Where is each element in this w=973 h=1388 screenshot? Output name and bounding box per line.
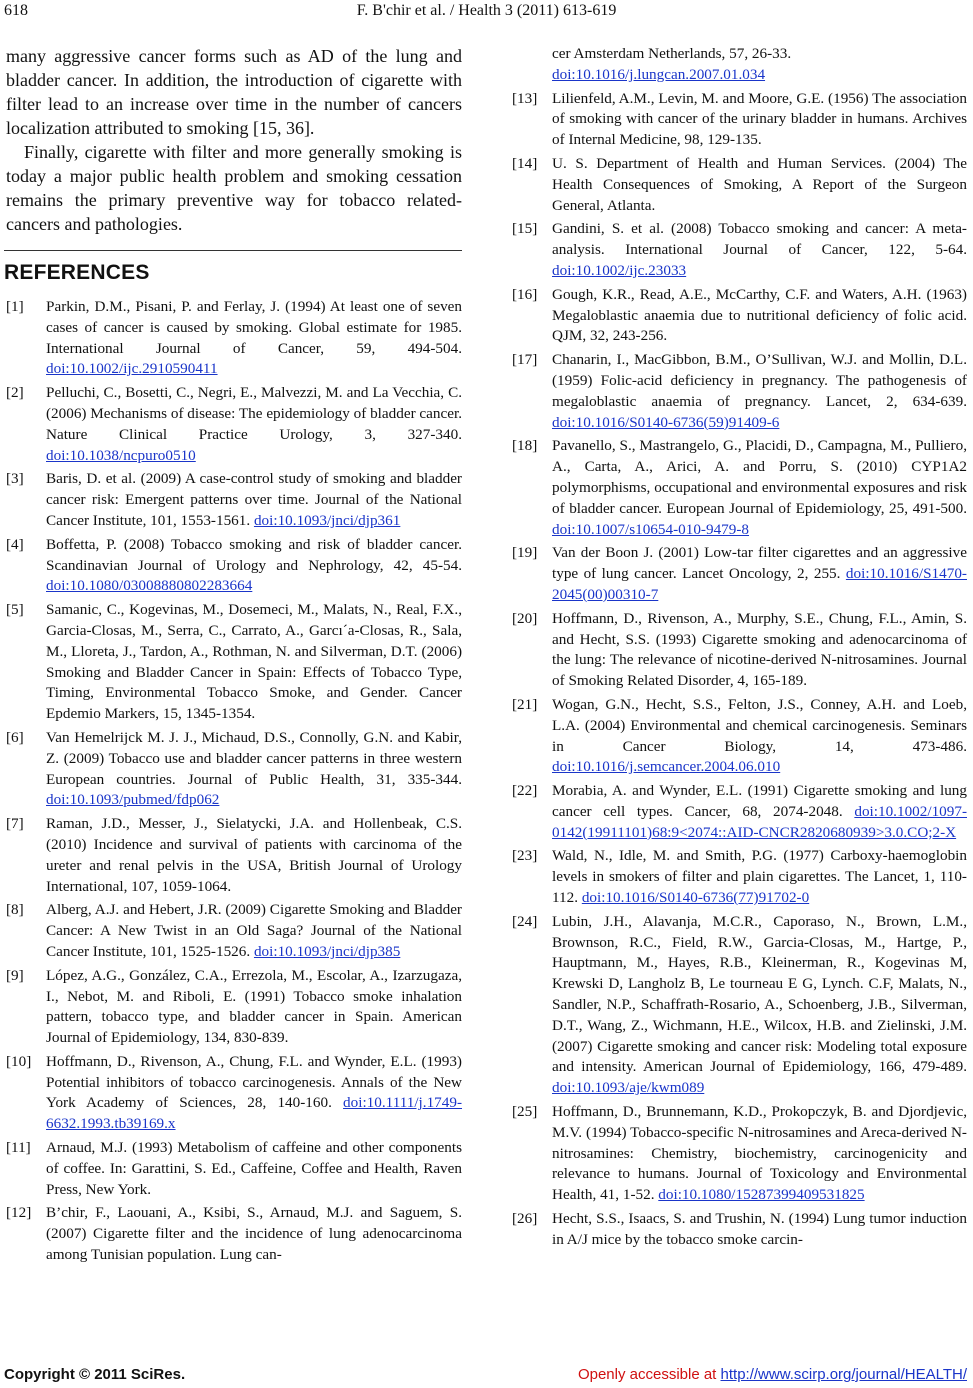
open-access-label: Openly accessible at — [577, 1366, 717, 1383]
reference-number: [19] — [512, 544, 538, 562]
reference-text — [552, 285, 967, 347]
reference-citation: Lubin, J.H., Alavanja, M.C.R., Caporaso, N., Brown, L.M., Brownson, R.C., Field, R.W., Garcia-Closas, M., Hartge, P., Hauptmann, M., Hayes, R.B., Kleinerman, R., Kogevinas M, Krewski D, Langholz B, Le tourneau E G, Lynch. C.F, Malats, N., Sandler, N.P., Schaffrath-Rosario, A., Schoenberg, J.B., Silverman, D.T., Wang, Z., Wichmann, H.E., Wilcox, H.B. and Zielinski, J.M. (2007) Cigarette smoking and cancer risk: Modeling total exposure and intensity. American Journal of Epidemiology, 166, 479-489. — [552, 912, 967, 1076]
reference-number: [4] — [6, 535, 24, 553]
reference-item — [512, 154, 967, 216]
reference-text — [552, 89, 967, 151]
reference-number: [24] — [512, 912, 538, 930]
reference-number: [14] — [512, 154, 538, 172]
reference-item — [512, 350, 967, 433]
reference-text — [552, 912, 967, 1099]
reference-number: [1] — [6, 298, 24, 315]
reference-item — [512, 912, 967, 1099]
reference-item — [6, 600, 462, 725]
reference-number: [15] — [512, 220, 538, 238]
reference-number: [9] — [6, 966, 24, 984]
reference-number: [10] — [6, 1052, 32, 1070]
reference-item — [512, 1209, 967, 1251]
reference-citation: López, A.G., González, C.A., Errezola, M., Escolar, A., Izarzugaza, I., Nebot, M. and Riboli, E. (1991) Tobacco smoke inhalation pattern, tobacco type, and bladder cancer in Spain. American Journal of Epidemiology, 134, 830-839. — [46, 966, 462, 1047]
section-divider — [4, 250, 462, 251]
reference-citation: Baris, D. et al. (2009) A case-control study of smoking and bladder cancer risk: Emergent patterns over time. Journal of the National Cancer Institute, 101, 1553-1561. — [46, 470, 462, 529]
reference-text — [46, 535, 462, 597]
reference-number: [17] — [512, 351, 538, 369]
reference-citation: Gough, K.R., Read, A.E., McCarthy, C.F. and Waters, A.H. (1963) Megaloblastic anaemia due to nutritional deficiency of folic acid. QJM, 32, 243-256. — [552, 285, 967, 345]
reference-doi-link[interactable]: doi:10.1093/pubmed/fdp062 — [46, 791, 220, 809]
reference-doi-link[interactable]: doi:10.1016/j.semcancer.2004.06.010 — [552, 758, 781, 776]
reference-item — [512, 695, 967, 778]
reference-text — [552, 543, 967, 605]
reference-list-left — [6, 297, 462, 1266]
reference-list-right — [512, 89, 967, 1251]
reference-number: [21] — [512, 695, 538, 713]
reference-citation: Wald, N., Idle, M. and Smith, P.G. (1977) Carboxy-haemoglobin levels in smokers of filter and plain cigarettes. The Lancet, 1, 110-112. — [552, 847, 967, 907]
reference-number: [26] — [512, 1210, 538, 1228]
reference-text — [46, 1203, 462, 1265]
reference-number: [8] — [6, 901, 24, 919]
reference-number: [5] — [6, 601, 24, 619]
reference-citation: Hoffmann, D., Rivenson, A., Murphy, S.E., Chung, F.L., Amin, S. and Hecht, S.S. (1993) Cigarette smoking and adenocarcinoma of the lung: The relevance of nicotine-derived N-nitrosamines. Journal of Smoking Related Disorder, 4, 165-189. — [552, 609, 967, 690]
reference-item — [6, 900, 462, 962]
reference-citation: Van der Boon J. (2001) Low-tar filter cigarettes and an aggressive type of lung cancer. Lancet Oncology, 2, 255. — [552, 544, 967, 583]
reference-item — [6, 383, 462, 466]
reference-doi-link[interactable]: doi:10.1016/S0140-6736(77)91702-0 — [581, 889, 810, 907]
reference-doi-link[interactable]: doi:10.1002/ijc.23033 — [552, 261, 687, 279]
reference-text — [46, 728, 462, 811]
reference-text — [552, 1102, 967, 1206]
reference-doi-link[interactable]: doi:10.1002/ijc.2910590411 — [46, 360, 218, 378]
reference-text — [552, 695, 967, 778]
reference-text — [46, 966, 462, 1049]
reference-number: [16] — [512, 285, 538, 303]
reference-citation: Raman, J.D., Messer, J., Sielatycki, J.A. and Hollenbeak, C.S. (2010) Incidence and survival of patients with carcinoma of the ureter and renal pelvis in the USA, British Journal of Urology International, 107, 1059-1064. — [46, 815, 462, 895]
reference-text — [46, 469, 462, 531]
reference-item — [6, 535, 462, 597]
reference-item — [6, 966, 462, 1049]
reference-number: [7] — [6, 815, 24, 833]
reference-number: [18] — [512, 437, 538, 455]
reference-doi-link[interactable]: doi:10.1038/ncpuro0510 — [46, 446, 196, 464]
reference-doi-link[interactable]: doi:10.1093/jnci/djp361 — [253, 511, 401, 529]
page-footer — [0, 1366, 973, 1386]
reference-item — [6, 1052, 462, 1135]
reference-doi-link[interactable]: doi:10.1002/1097-0142(19911101)68:9<2074::AID-CNCR2820680939>3.0.CO;2-X — [552, 802, 967, 841]
reference-number: [3] — [6, 470, 24, 488]
reference-doi-link[interactable]: doi:10.1093/jnci/djp385 — [253, 942, 401, 960]
running-head: F. B'chir et al. / Health 3 (2011) 613-619 — [356, 2, 617, 19]
reference-item — [512, 781, 967, 843]
reference-number: [22] — [512, 782, 538, 800]
reference-text — [46, 383, 462, 466]
reference-item — [512, 609, 967, 692]
reference-citation: Van Hemelrijck M. J. J., Michaud, D.S., Connolly, G.N. and Kabir, Z. (2009) Tobacco use and bladder cancer patterns in three western European countries. Journal of Public Health, 31, 335-344. — [46, 728, 462, 788]
reference-number: [25] — [512, 1103, 538, 1121]
reference-citation: Wogan, G.N., Hecht, S.S., Felton, J.S., Conney, A.H. and Loeb, L.A. (2004) Environmental and chemical carcinogenesis. Seminars in Cancer Biology, 14, 473-486. — [552, 695, 967, 755]
reference-number: [12] — [6, 1204, 32, 1222]
left-column — [6, 44, 462, 1269]
reference-text — [552, 436, 967, 540]
reference-doi-link[interactable]: doi:10.1016/S1470-2045(00)00310-7 — [552, 565, 967, 603]
reference-text — [552, 781, 967, 843]
reference-doi-link[interactable]: doi:10.1016/S0140-6736(59)91409-6 — [552, 413, 780, 431]
reference-text — [552, 609, 967, 692]
reference-citation: Gandini, S. et al. (2008) Tobacco smoking and cancer: A meta-analysis. International Journal of Cancer, 122, 5-64. — [552, 220, 967, 259]
reference-citation: Pavanello, S., Mastrangelo, G., Placidi, D., Campagna, M., Pulliero, A., Carta, A., Arici, A. and Porru, S. (2010) CYP1A2 polymorphisms, occupational and environmental exposures and risk of bladder cancer. European Journal of Epidemiology, 25, 491-500. — [552, 437, 967, 517]
reference-text — [46, 600, 462, 725]
page-header — [0, 0, 973, 24]
reference-number: [11] — [6, 1139, 31, 1157]
references-heading: REFERENCES — [4, 261, 150, 284]
reference-item — [6, 297, 462, 380]
reference-citation: Hoffmann, D., Brunnemann, K.D., Prokopczyk, B. and Djordjevic, M.V. (1994) Tobacco-specific N-nitrosamines and Areca-derived N-nitrosamines: Chemistry, biochemistry, carcinogenicity and relevance to humans. Journal of Toxicology and Environmental Health, 41, 1-52. — [552, 1103, 967, 1204]
reference-text — [46, 900, 462, 962]
reference-doi-link[interactable]: doi:10.1080/15287399409531825 — [658, 1186, 865, 1204]
reference-item — [512, 219, 967, 281]
reference-citation: Alberg, A.J. and Hebert, J.R. (2009) Cigarette Smoking and Bladder Cancer: A New Twist in an Old Saga? Journal of the National Cancer Institute, 101, 1525-1526. — [46, 901, 462, 960]
reference-doi-link[interactable]: doi:10.1093/aje/kwm089 — [552, 1079, 705, 1097]
reference-citation: U. S. Department of Health and Human Services. (2004) The Health Consequences of Smoking, A Report of the Surgeon General, Atlanta. — [552, 154, 967, 214]
reference-number: [20] — [512, 609, 538, 627]
body-paragraph-2: Finally, cigarette with filter and more generally smoking is today a major public health problem and smoking cessation remains the primary preventive way for tobacco related-cancers and pathologies. — [6, 142, 462, 234]
reference-citation: Morabia, A. and Wynder, E.L. (1991) Cigarette smoking and lung cancer cell types. Cancer, 68, 2074-2048. — [552, 782, 967, 820]
reference-text — [46, 1052, 462, 1135]
reference-text — [46, 814, 462, 897]
reference-text — [552, 154, 967, 216]
reference-item — [512, 436, 967, 540]
reference-item — [512, 543, 967, 605]
reference-citation: Samanic, C., Kogevinas, M., Dosemeci, M., Malats, N., Real, F.X., Garcia-Closas, M., Serra, C., Carrato, A., Garcı´a-Closas, R., Sala, M., Lloreta, J., Tardon, A., Rothman, N. and Silverman, D.T. (2006) Smoking and Bladder Cancer in Spain: Effects of Tobacco Type, Timing, Environmental Tobacco Smoke, and Gender. Cancer Epdemio Markers, 15, 1345-1354. — [46, 601, 462, 723]
reference-text — [552, 219, 967, 281]
reference-number: [2] — [6, 384, 24, 402]
body-paragraph-1: many aggressive cancer forms such as AD of the lung and bladder cancer. In addition, the introduction of cigarette with filter lead to an increase over time in the number of cancers localization attributed to smoking [15, 36]. — [6, 46, 462, 138]
reference-continuation — [552, 44, 967, 86]
reference-citation: Chanarin, I., MacGibbon, B.M., O’Sullivan, W.J. and Mollin, D.L. (1959) Folic-acid deficiency in pregnancy. The pathogenesis of megaloblastic anaemia of pregnancy. Lancet, 2, 634-639. — [552, 351, 967, 410]
reference-text — [552, 1209, 967, 1251]
page-number: 618 — [4, 2, 28, 19]
reference-item — [6, 814, 462, 897]
reference-text — [552, 350, 967, 433]
reference-doi-link[interactable]: doi:10.1016/j.lungcan.2007.01.034 — [552, 65, 766, 83]
reference-item — [512, 285, 967, 347]
reference-item — [512, 1102, 967, 1206]
reference-item — [512, 89, 967, 151]
reference-item — [6, 728, 462, 811]
reference-item — [6, 1203, 462, 1265]
reference-citation: Parkin, D.M., Pisani, P. and Ferlay, J. (1994) At least one of seven cases of cancer is caused by smoking. Global estimate for 1985. International Journal of Cancer, 59, 494-504. — [46, 298, 462, 357]
reference-doi-link[interactable]: doi:10.1007/s10654-010-9479-8 — [552, 520, 750, 538]
journal-url-link[interactable]: http://www.scirp.org/journal/HEALTH/ — [720, 1366, 967, 1383]
open-access-notice — [578, 1366, 967, 1383]
reference-citation: Pelluchi, C., Bosetti, C., Negri, E., Malvezzi, M. and La Vecchia, C. (2006) Mechanisms of disease: The epidemiology of bladder cancer. Nature Clinical Practice Urology, 3, 327-340. — [46, 384, 462, 443]
reference-text — [46, 297, 462, 380]
reference-citation: Lilienfeld, A.M., Levin, M. and Moore, G.E. (1956) The association of smoking with cancer of the urinary bladder in humans. Archives of Internal Medicine, 98, 129-135. — [552, 89, 967, 149]
reference-doi-link[interactable]: doi:10.1080/03008880802283664 — [46, 577, 253, 595]
reference-item — [6, 469, 462, 531]
reference-citation: Boffetta, P. (2008) Tobacco smoking and risk of bladder cancer. Scandinavian Journal of Urology and Nephrology, 42, 45-54. — [46, 535, 462, 574]
reference-item — [6, 1138, 462, 1200]
reference-item — [512, 846, 967, 908]
reference-number: [23] — [512, 847, 538, 865]
reference-citation: Hoffmann, D., Rivenson, A., Chung, F.L. and Wynder, E.L. (1993) Potential inhibitors of tobacco carcinogenesis. Annals of the New York Academy of Sciences, 28, 140-160. — [46, 1052, 462, 1112]
reference-citation: Arnaud, M.J. (1993) Metabolism of caffeine and other components of coffee. In: Garattini, S. Ed., Caffeine, Coffee and Health, Raven Press, New York. — [46, 1139, 462, 1198]
reference-number: [6] — [6, 728, 24, 746]
reference-text — [46, 1138, 462, 1200]
reference-citation: B’chir, F., Laouani, A., Ksibi, S., Arnaud, M.J. and Saguem, S. (2007) Cigarette filter and the incidence of lung adenocarcinoma among Tunisian population. Lung can- — [46, 1204, 462, 1264]
copyright-notice: Copyright © 2011 SciRes. — [4, 1366, 186, 1383]
right-column — [512, 44, 967, 1254]
reference-continuation-text: cer Amsterdam Netherlands, 57, 26-33. — [552, 45, 792, 62]
reference-citation: Hecht, S.S., Isaacs, S. and Trushin, N. (1994) Lung tumor induction in A/J mice by the tobacco smoke carcin- — [552, 1210, 967, 1248]
reference-text — [552, 846, 967, 908]
reference-doi-link[interactable]: doi:10.1111/j.1749-6632.1993.tb39169.x — [46, 1094, 463, 1133]
reference-number: [13] — [512, 89, 538, 107]
